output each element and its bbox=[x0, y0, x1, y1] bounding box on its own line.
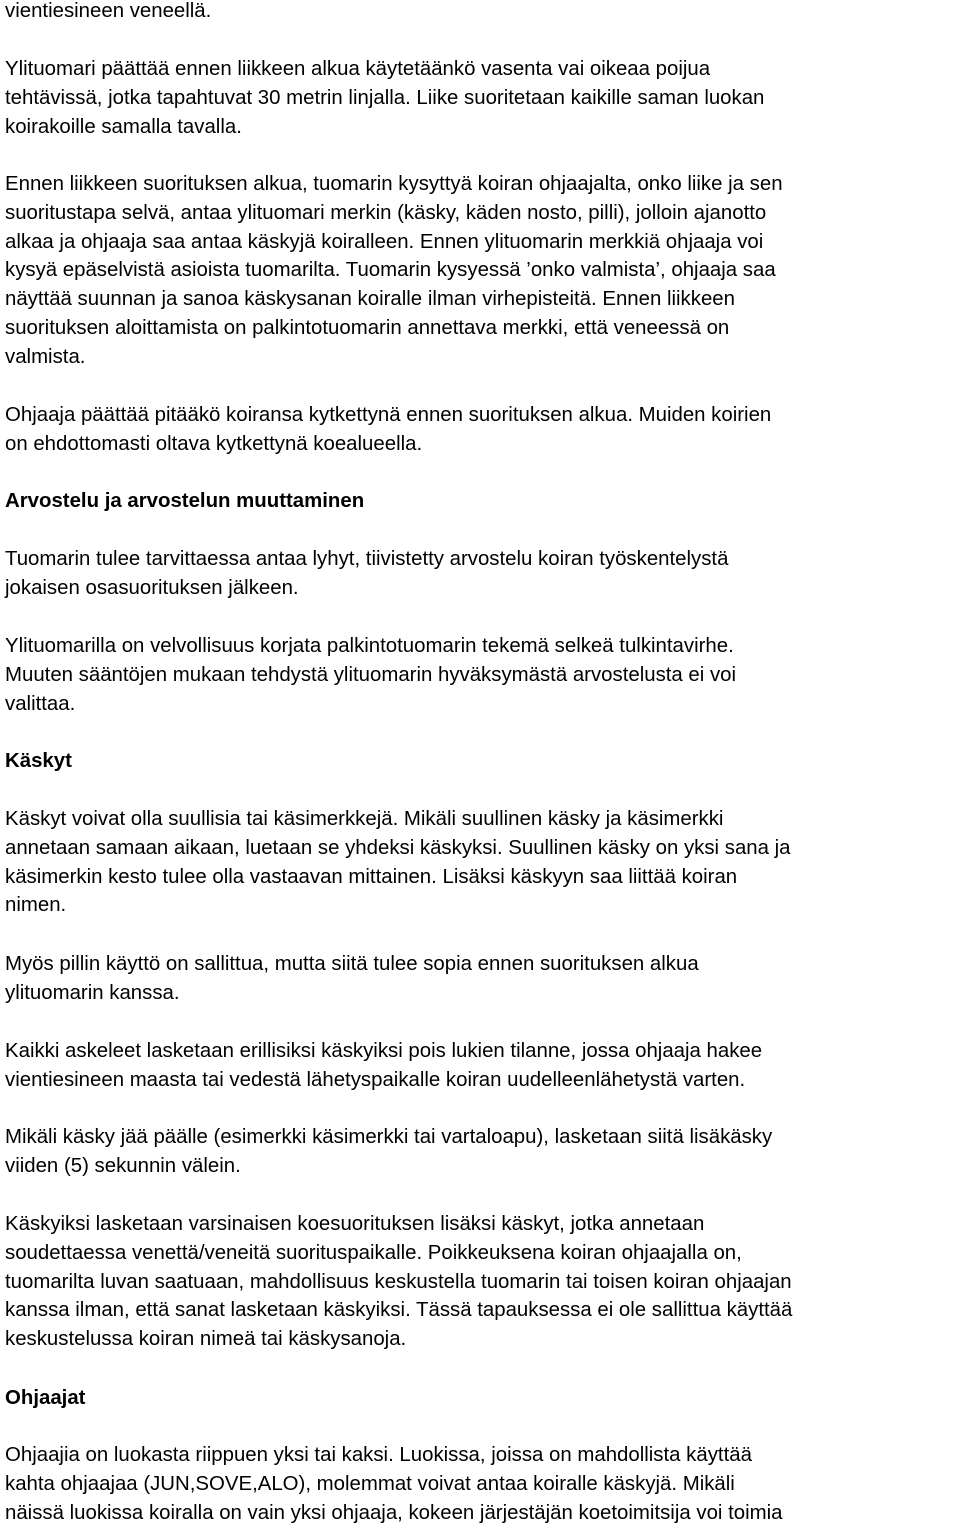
text-line: Myös pillin käyttö on sallittua, mutta siitä tulee sopia ennen suorituksen alkua bbox=[5, 953, 699, 975]
paragraph-command-types bbox=[5, 805, 960, 920]
heading-text: Ohjaajat bbox=[5, 1387, 86, 1409]
text-line: Mikäli käsky jää päälle (esimerkki käsimerkki tai vartaloapu), lasketaan siitä lisäkäsky bbox=[5, 1126, 773, 1148]
text-line: kanssa ilman, että sanat lasketaan käskyiksi. Tässä tapauksessa ei ole sallittua käyttää bbox=[5, 1299, 793, 1322]
paragraph-feedback bbox=[5, 545, 960, 603]
text-line: kysyä epäselvistä asioista tuomarilta. Tuomarin kysyessä ’onko valmista’, ohjaaja saa bbox=[5, 259, 776, 282]
text-line: ylituomarin kanssa. bbox=[5, 981, 180, 1004]
paragraph-correction bbox=[5, 632, 960, 718]
text-line: nimen. bbox=[5, 894, 67, 917]
text-line: näyttää suunnan ja sanoa käskysanan koiralle ilman virhepisteitä. Ennen liikkeen bbox=[5, 288, 735, 311]
section-heading-arvostelu bbox=[5, 487, 960, 516]
text-line: Ylituomari päättää ennen liikkeen alkua käytetäänkö vasenta vai oikeaa poijua bbox=[5, 58, 711, 80]
text-line: näissä luokissa koiralla on vain yksi ohjaaja, kokeen järjestäjän koetoimitsija voi toimia bbox=[5, 1501, 783, 1524]
text-line: Ohjaaja päättää pitääkö koiransa kytkettynä ennen suorituksen alkua. Muiden koirien bbox=[5, 404, 772, 426]
text-line: valittaa. bbox=[5, 692, 76, 715]
text-line: tuomarilta luvan saatuaan, mahdollisuus keskustella tuomarin tai toisen koiran ohjaajan bbox=[5, 1270, 792, 1293]
text-line: Kaikki askeleet lasketaan erillisiksi käskyiksi pois lukien tilanne, jossa ohjaaja hakee bbox=[5, 1040, 763, 1062]
text-line: alkaa ja ohjaaja saa antaa käskyjä koiralleen. Ennen ylituomarin merkkiä ohjaaja voi bbox=[5, 230, 764, 253]
text-line: Muuten sääntöjen mukaan tehdystä ylituomarin hyväksymästä arvostelusta ei voi bbox=[5, 663, 737, 686]
paragraph-buoy-side bbox=[5, 55, 960, 141]
paragraph-steps bbox=[5, 1037, 960, 1095]
paragraph-leash bbox=[5, 401, 960, 459]
section-heading-ohjaajat bbox=[5, 1384, 960, 1413]
text-line: Ohjaajia on luokasta riippuen yksi tai kaksi. Luokissa, joissa on mahdollista käyttää bbox=[5, 1444, 752, 1466]
text-line: vientiesineen maasta tai vedestä lähetyspaikalle koiran uudelleenlähetystä varten. bbox=[5, 1068, 746, 1091]
text-line: Ylituomarilla on velvollisuus korjata palkintotuomarin tekemä selkeä tulkintavirhe. bbox=[5, 635, 734, 657]
text-line: keskustelussa koiran nimeä tai käskysanoja. bbox=[5, 1328, 407, 1351]
text-line: viiden (5) sekunnin välein. bbox=[5, 1154, 241, 1177]
text-line: soudettaessa venettä/veneitä suorituspaikalle. Poikkeuksena koiran ohjaajalla on, bbox=[5, 1241, 742, 1264]
text-line: Tuomarin tulee tarvittaessa antaa lyhyt, tiivistetty arvostelu koiran työskentelystä bbox=[5, 548, 729, 570]
heading-text: Arvostelu ja arvostelun muuttaminen bbox=[5, 490, 365, 512]
paragraph-rowing-commands bbox=[5, 1210, 960, 1354]
text-line: valmista. bbox=[5, 345, 86, 368]
text-line: on ehdottomasti oltava kytkettynä koealueella. bbox=[5, 432, 423, 455]
paragraph-continuation bbox=[5, 0, 960, 26]
paragraph-handlers bbox=[5, 1441, 960, 1527]
text-line: kahta ohjaajaa (JUN,SOVE,ALO), molemmat voivat antaa koiralle käskyjä. Mikäli bbox=[5, 1472, 735, 1495]
text-line: suorituksen aloittamista on palkintotuomarin annettava merkki, että veneessä on bbox=[5, 316, 730, 339]
text-line: vientiesineen veneellä. bbox=[5, 0, 212, 22]
section-heading-kaskyt bbox=[5, 747, 960, 776]
text-line: Käskyiksi lasketaan varsinaisen koesuorituksen lisäksi käskyt, jotka annetaan bbox=[5, 1213, 705, 1235]
text-line: tehtävissä, jotka tapahtuvat 30 metrin linjalla. Liike suoritetaan kaikille saman luokan bbox=[5, 86, 765, 109]
text-line: koirakoille samalla tavalla. bbox=[5, 115, 242, 138]
text-line: Käskyt voivat olla suullisia tai käsimerkkejä. Mikäli suullinen käsky ja käsimerkki bbox=[5, 808, 724, 830]
text-line: suoritustapa selvä, antaa ylituomari merkin (käsky, käden nosto, pilli), jolloin ajanotto bbox=[5, 201, 767, 224]
text-line: annetaan samaan aikaan, luetaan se yhdeksi käskyksi. Suullinen käsky on yksi sana ja bbox=[5, 836, 791, 859]
paragraph-sustained-command bbox=[5, 1123, 960, 1181]
text-line: Ennen liikkeen suorituksen alkua, tuomarin kysyttyä koiran ohjaajalta, onko liike ja sen bbox=[5, 173, 783, 195]
text-line: käsimerkin kesto tulee olla vastaavan mittainen. Lisäksi käskyyn saa liittää koiran bbox=[5, 865, 738, 888]
paragraph-whistle bbox=[5, 950, 960, 1008]
text-line: jokaisen osasuorituksen jälkeen. bbox=[5, 576, 299, 599]
heading-text: Käskyt bbox=[5, 750, 72, 772]
paragraph-start-signal bbox=[5, 170, 960, 372]
